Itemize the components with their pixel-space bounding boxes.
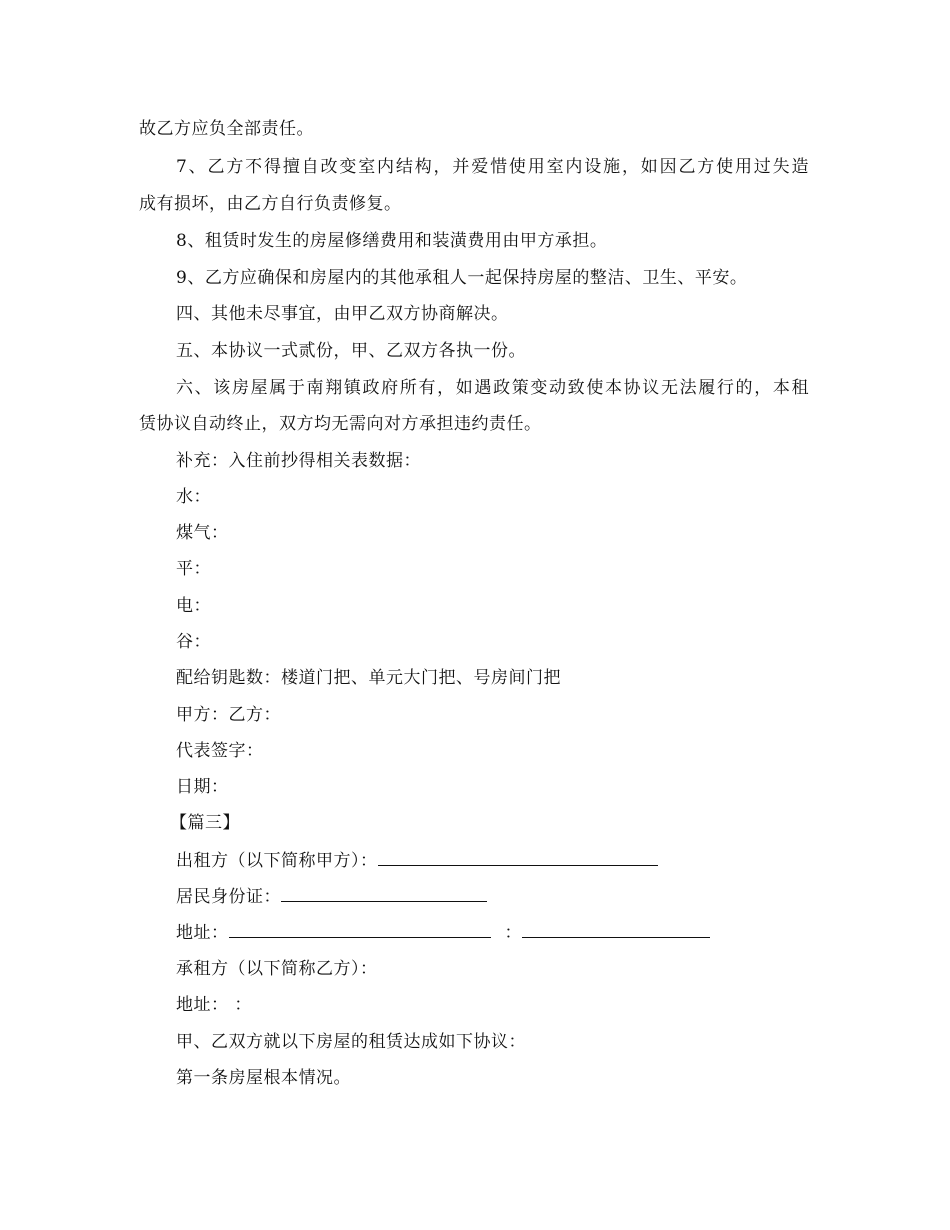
text-line: 第一条房屋根本情况。 xyxy=(176,1068,351,1088)
text-line: 甲、乙双方就以下房屋的租赁达成如下协议： xyxy=(176,1032,526,1052)
section-heading: 【篇三】 xyxy=(170,813,240,833)
fill-in-blank xyxy=(229,921,491,938)
text-line: 四、其他未尽事宜，由甲乙双方协商解决。 xyxy=(176,304,509,324)
text-line: 谷： xyxy=(176,632,211,652)
form-line-id xyxy=(176,885,487,908)
text-line: 日期： xyxy=(176,777,229,797)
text-line: 故乙方应负全部责任。 xyxy=(139,119,314,139)
fill-in-blank xyxy=(522,921,710,938)
form-line-address xyxy=(176,921,710,944)
text-line: 电： xyxy=(176,596,211,616)
form-label: 居民身份证： xyxy=(176,887,281,907)
text-line: 9、乙方应确保和房屋内的其他承租人一起保持房屋的整洁、卫生、平安。 xyxy=(176,268,748,288)
form-label: 地址： xyxy=(176,923,229,943)
fill-in-blank xyxy=(378,849,658,866)
text-line: 赁协议自动终止，双方均无需向对方承担违约责任。 xyxy=(139,414,542,434)
fill-in-blank xyxy=(281,885,487,902)
text-line: 煤气： xyxy=(176,523,229,543)
text-line: 代表签字： xyxy=(176,741,264,761)
form-label: 出租方（以下简称甲方）： xyxy=(176,851,378,871)
text-line: 水： xyxy=(176,487,211,507)
text-line: 五、本协议一式贰份，甲、乙双方各执一份。 xyxy=(176,341,526,361)
text-line: 平： xyxy=(176,559,211,579)
text-line: 甲方：乙方： xyxy=(176,705,281,725)
text-line: 承租方（以下简称乙方）： xyxy=(176,959,378,979)
form-line-lessor xyxy=(176,849,658,872)
text-line: 六、该房屋属于南翔镇政府所有，如遇政策变动致使本协议无法履行的，本租 xyxy=(176,378,809,398)
form-label: ： xyxy=(504,923,522,943)
text-line: 补充：入住前抄得相关表数据： xyxy=(176,451,421,471)
text-line: 配给钥匙数：楼道门把、单元大门把、号房间门把 xyxy=(176,668,561,688)
text-line: 成有损坏，由乙方自行负责修复。 xyxy=(139,194,402,214)
text-line: 8、租赁时发生的房屋修缮费用和装潢费用由甲方承担。 xyxy=(176,231,608,251)
text-line: 地址： ： xyxy=(176,995,252,1015)
text-line: 7、乙方不得擅自改变室内结构，并爱惜使用室内设施，如因乙方使用过失造 xyxy=(176,157,809,177)
